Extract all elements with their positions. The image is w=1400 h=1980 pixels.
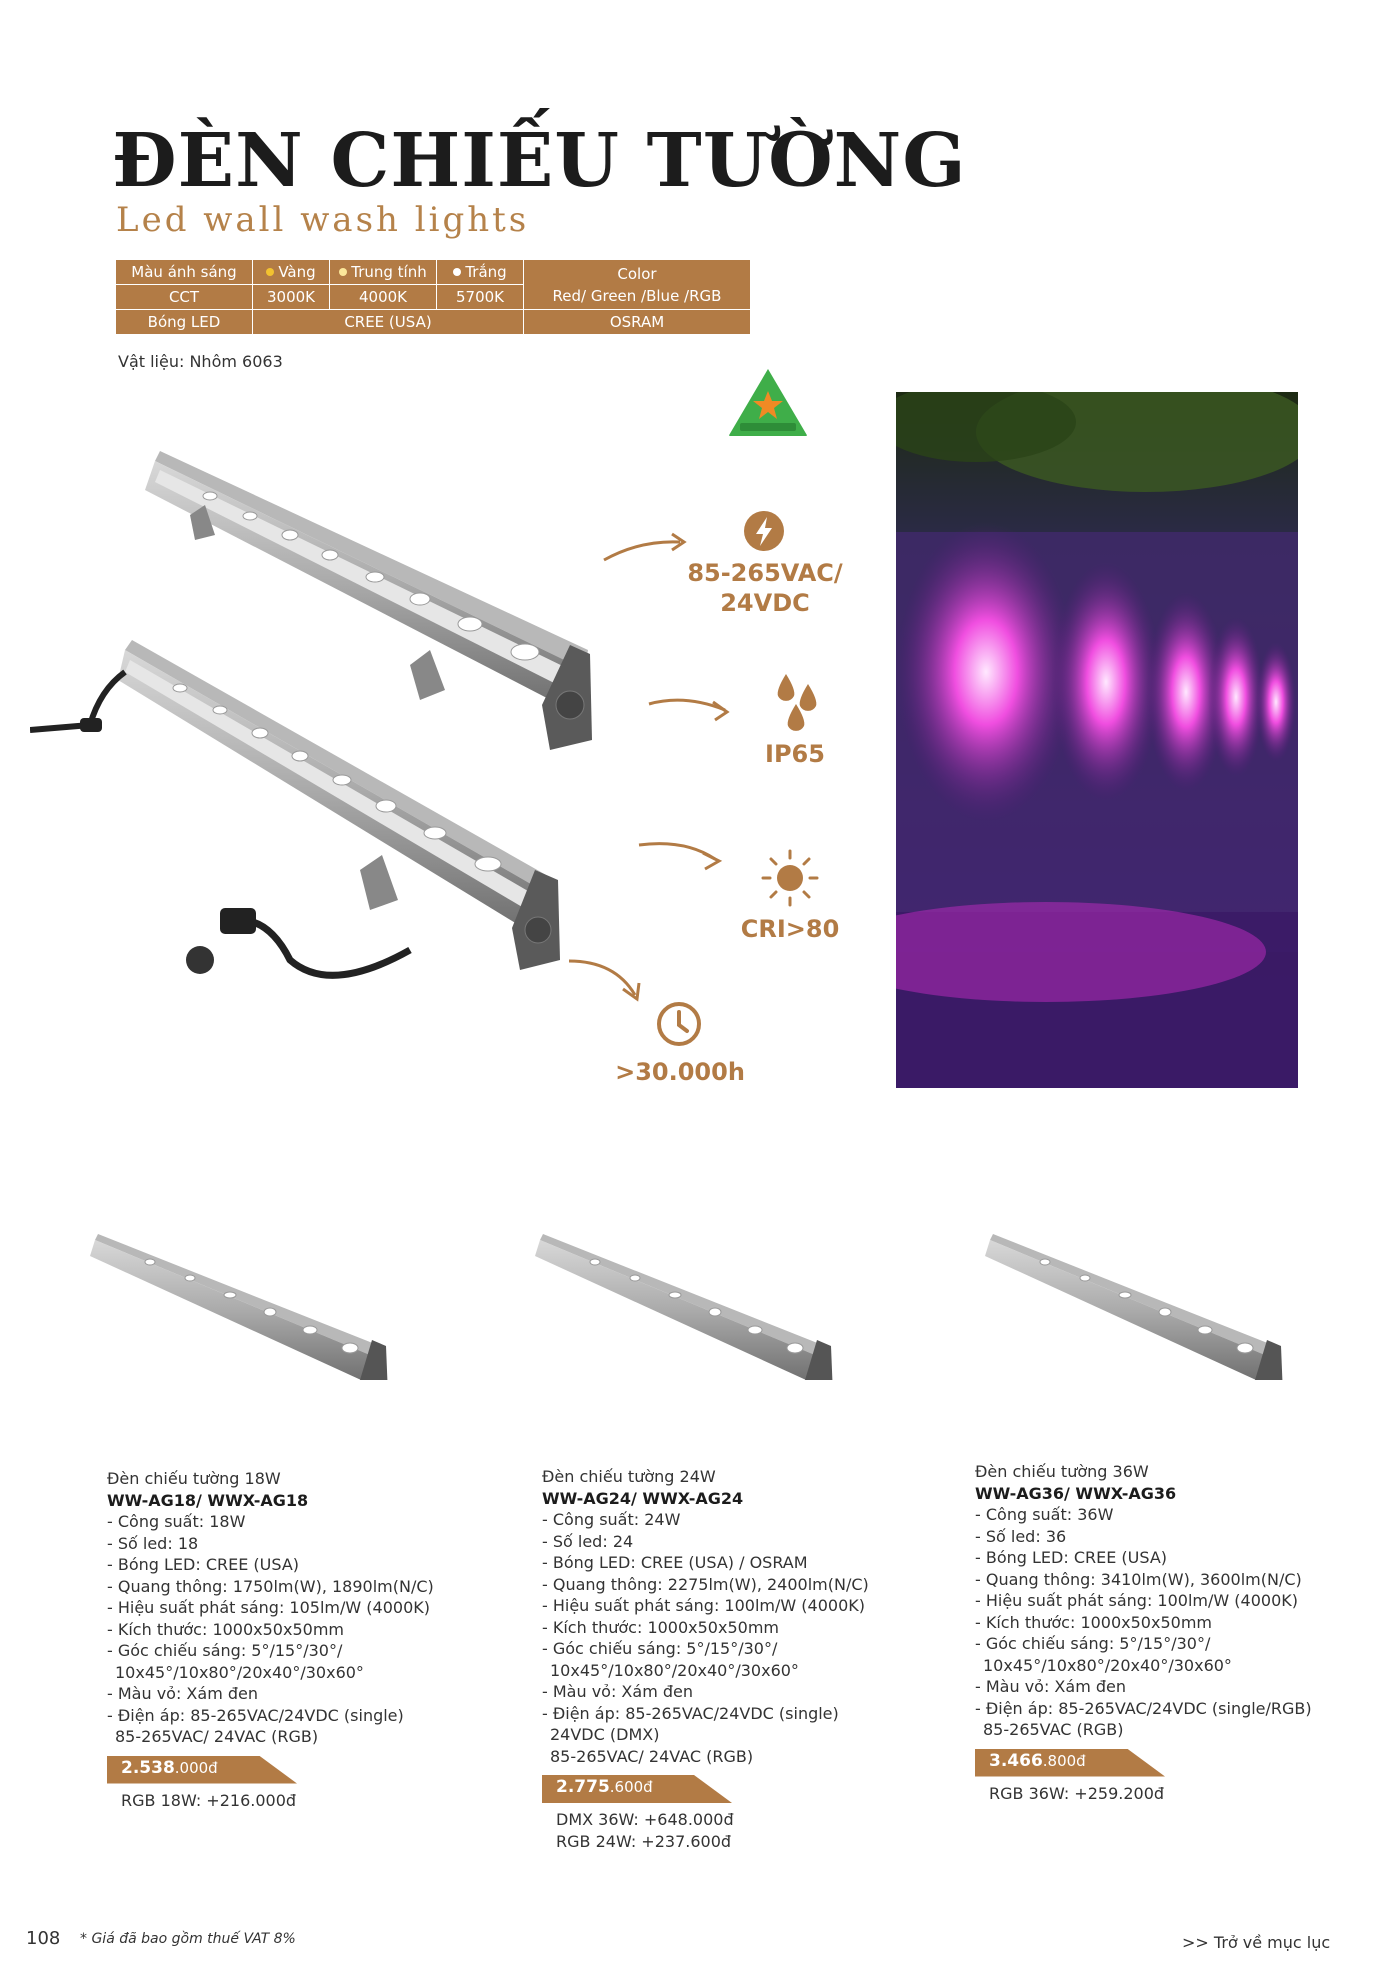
arrow-ip-icon — [645, 680, 765, 740]
spec-line: - Kích thước: 1000x50x50mm — [975, 1612, 1212, 1632]
spec-line: - Hiệu suất phát sáng: 100lm/W (4000K) — [542, 1596, 865, 1615]
signal-cable — [240, 920, 410, 975]
color-header: Color — [617, 264, 657, 283]
spec-line: - Màu vỏ: Xám đen — [107, 1684, 259, 1703]
spec-line: - Góc chiếu sáng: 5°/15°/30°/ — [975, 1634, 1211, 1653]
color-value: Red/ Green /Blue /RGB — [552, 286, 722, 305]
product-name: Đèn chiếu tường 24W — [542, 1467, 716, 1486]
ip-feature: IP65 — [765, 740, 825, 768]
spec-line: - Góc chiếu sáng: 5°/15°/30°/ — [107, 1641, 343, 1660]
vang-label: Vàng — [278, 263, 316, 281]
trung-tinh-label: Trung tính — [351, 263, 427, 281]
neutral-dot-icon — [339, 268, 347, 276]
product-image-36w — [985, 1220, 1295, 1380]
spec-table — [115, 259, 751, 335]
product-image-18w — [90, 1220, 400, 1380]
power-cable — [30, 672, 125, 730]
spec-line: - Điện áp: 85-265VAC/24VDC (single/RGB) — [975, 1698, 1312, 1718]
spec-line: 85-265VAC/ 24VAC (RGB) — [115, 1727, 319, 1746]
product-image-24w — [535, 1220, 845, 1380]
wall-wash-scene — [896, 392, 1298, 1088]
spec-line: - Số led: 36 — [975, 1526, 1067, 1546]
voltage-line-2: 24VDC — [720, 589, 810, 617]
color-cell — [524, 260, 751, 310]
product-model: WW-AG18/ WWX-AG18 — [107, 1490, 309, 1510]
vat-note: * Giá đã bao gồm thuế VAT 8% — [80, 1931, 296, 1947]
white-dot-icon — [453, 268, 461, 276]
spec-line: - Công suất: 18W — [107, 1512, 246, 1531]
water-drops-icon — [774, 672, 820, 734]
spec-line: 24VDC (DMX) — [550, 1725, 660, 1744]
trang-cell — [437, 260, 524, 285]
trang-label: Trắng — [465, 263, 507, 281]
yellow-dot-icon — [266, 268, 274, 276]
clock-icon — [655, 1000, 703, 1048]
quality-badge-icon — [726, 365, 810, 439]
price-extra: RGB 24W: +237.600đ — [556, 1831, 732, 1851]
spec-line: 85-265VAC (RGB) — [983, 1720, 1124, 1739]
price-main: 2.538 — [121, 1757, 175, 1778]
price-extra: RGB 36W: +259.200đ — [989, 1783, 1165, 1803]
product-name: Đèn chiếu tường 18W — [107, 1469, 281, 1488]
spec-line: - Quang thông: 2275lm(W), 2400lm(N/C) — [542, 1574, 869, 1594]
spec-line: - Bóng LED: CREE (USA) — [975, 1548, 1168, 1567]
vang-cell — [253, 260, 330, 285]
price-tag — [542, 1775, 872, 1803]
cri-feature: CRI>80 — [740, 915, 840, 943]
sun-icon — [760, 848, 820, 908]
spec-line: 10x45°/10x80°/20x40°/30x60° — [550, 1660, 799, 1680]
voltage-feature — [680, 558, 850, 618]
price-extra: DMX 36W: +648.000đ — [556, 1810, 734, 1829]
led-value: CREE (USA) — [253, 310, 524, 335]
product-model: WW-AG24/ WWX-AG24 — [542, 1488, 744, 1508]
product-card-18w — [107, 1468, 437, 1811]
spec-line: - Kích thước: 1000x50x50mm — [542, 1617, 779, 1637]
product-card-24w — [542, 1466, 872, 1852]
spec-line: - Số led: 18 — [107, 1533, 199, 1553]
spec-line: - Hiệu suất phát sáng: 105lm/W (4000K) — [107, 1598, 430, 1617]
product-illustration — [30, 440, 610, 1030]
spec-line: - Điện áp: 85-265VAC/24VDC (single) — [107, 1705, 404, 1725]
spec-line: - Kích thước: 1000x50x50mm — [107, 1619, 344, 1639]
application-photo — [896, 392, 1298, 1088]
spec-line: - Quang thông: 1750lm(W), 1890lm(N/C) — [107, 1576, 434, 1596]
lightning-icon — [743, 510, 785, 552]
voltage-line-1: 85-265VAC/ — [687, 559, 843, 587]
led-value-osram: OSRAM — [524, 310, 751, 335]
price-tag — [975, 1749, 1305, 1777]
vang-cct: 3000K — [253, 285, 330, 310]
page-subtitle: Led wall wash lights — [116, 200, 530, 240]
product-card-36w — [975, 1461, 1312, 1804]
spec-line: - Điện áp: 85-265VAC/24VDC (single) — [542, 1703, 839, 1723]
price-value — [989, 1751, 1086, 1773]
trung-tinh-cell — [330, 260, 437, 285]
spec-line: - Bóng LED: CREE (USA) — [107, 1555, 300, 1574]
price-rest: .000đ — [174, 1758, 218, 1777]
spec-line: 10x45°/10x80°/20x40°/30x60° — [983, 1655, 1232, 1675]
price-main: 2.775 — [556, 1777, 610, 1797]
price-value — [121, 1758, 218, 1780]
spec-line: - Công suất: 36W — [975, 1505, 1114, 1524]
product-name: Đèn chiếu tường 36W — [975, 1462, 1149, 1481]
material-text: Vật liệu: Nhôm 6063 — [118, 352, 283, 371]
spec-line: 85-265VAC/ 24VAC (RGB) — [550, 1746, 754, 1766]
price-value — [556, 1777, 653, 1799]
spec-line: - Quang thông: 3410lm(W), 3600lm(N/C) — [975, 1569, 1302, 1589]
page-title: ĐÈN CHIẾU TƯỜNG — [112, 118, 967, 204]
lifetime-feature: >30.000h — [615, 1058, 745, 1086]
price-rest: .600đ — [609, 1778, 653, 1796]
arrow-cri-icon — [635, 825, 755, 885]
page-number: 108 — [26, 1928, 61, 1949]
spec-line: - Màu vỏ: Xám đen — [975, 1677, 1127, 1696]
color-label-cell — [116, 260, 253, 285]
spec-line: - Công suất: 24W — [542, 1510, 681, 1529]
product-model: WW-AG36/ WWX-AG36 — [975, 1483, 1177, 1503]
price-rest: .800đ — [1042, 1751, 1086, 1770]
toc-link[interactable]: >> Trở về mục lục — [1182, 1933, 1331, 1952]
trung-tinh-cct: 4000K — [330, 285, 437, 310]
price-tag — [107, 1756, 437, 1784]
wall-washer-bottom — [118, 640, 560, 970]
led-label: Bóng LED — [116, 310, 253, 335]
cct-label: CCT — [116, 285, 253, 310]
spec-line: - Bóng LED: CREE (USA) / OSRAM — [542, 1553, 808, 1572]
spec-line: - Góc chiếu sáng: 5°/15°/30°/ — [542, 1639, 778, 1658]
spec-line: - Hiệu suất phát sáng: 100lm/W (4000K) — [975, 1591, 1298, 1610]
price-extra: RGB 18W: +216.000đ — [121, 1790, 297, 1810]
color-label: Màu ánh sáng — [131, 263, 237, 281]
trang-cct: 5700K — [437, 285, 524, 310]
price-main: 3.466 — [989, 1750, 1043, 1771]
spec-line: 10x45°/10x80°/20x40°/30x60° — [115, 1662, 364, 1682]
spec-line: - Màu vỏ: Xám đen — [542, 1682, 694, 1701]
spec-line: - Số led: 24 — [542, 1531, 634, 1551]
